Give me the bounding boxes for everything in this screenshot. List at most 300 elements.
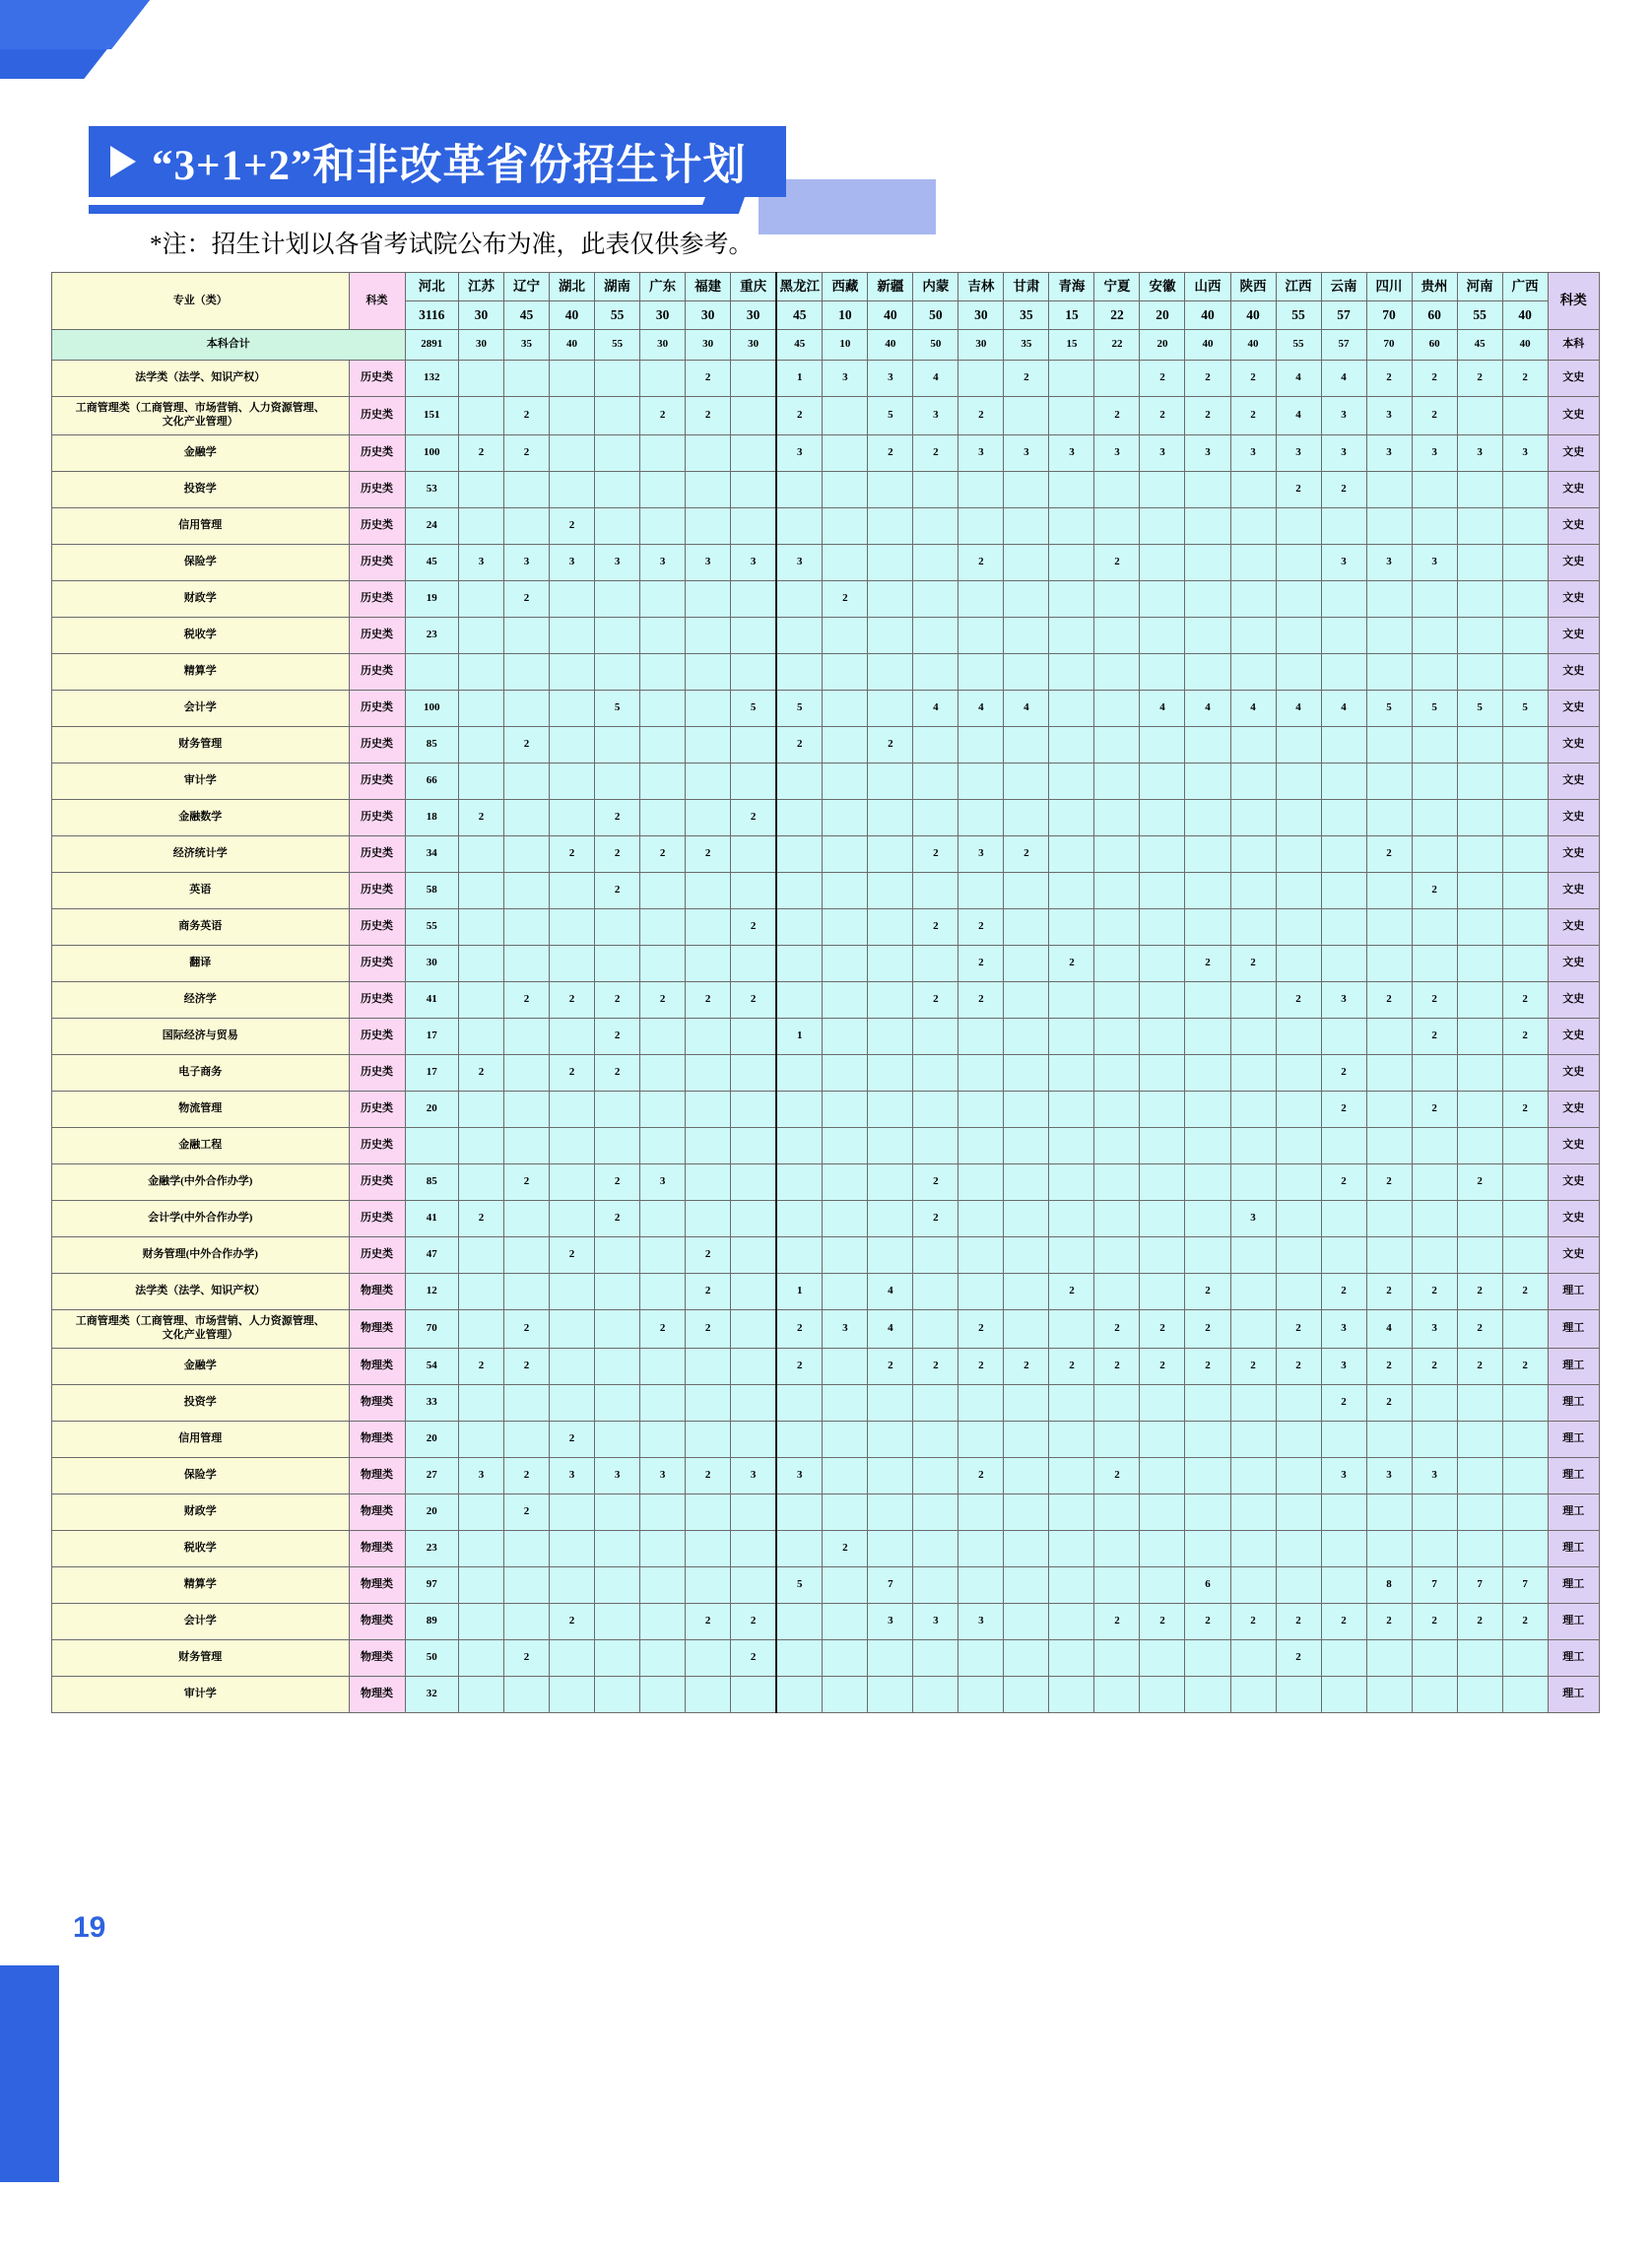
cell-湖北: 2 [550,1237,595,1274]
cell-甘肃 [1004,1237,1049,1274]
cell-山西 [1185,1055,1230,1092]
cell-重庆 [731,1274,777,1310]
cell-西藏 [823,873,868,909]
cell-重庆 [731,1422,777,1458]
cell-内蒙: 3 [913,1604,958,1640]
cell-重庆 [731,397,777,435]
cell-吉林 [958,1055,1004,1092]
cell-辽宁 [504,1092,550,1128]
cell-内蒙: 50 [913,330,958,361]
cell-湖南 [595,581,640,618]
table-row [52,361,1600,397]
cell-河南: 2 [1457,1604,1502,1640]
cell-甘肃 [1004,1055,1049,1092]
table-row [52,727,1600,763]
cell-江苏 [459,654,504,691]
header-province-安徽: 安徽 [1140,273,1185,301]
decorative-corner-top-left [0,0,158,89]
cell-广东 [640,1640,686,1677]
major-name: 财务管理 [52,1640,350,1677]
cell-宁夏 [1094,1055,1140,1092]
kelei-right-value: 理工 [1548,1604,1599,1640]
cell-贵州: 2 [1412,397,1457,435]
cell-江苏: 30 [459,330,504,361]
cell-黑龙江 [776,873,823,909]
cell-新疆 [868,909,913,946]
cell-重庆 [731,435,777,472]
cell-河北: 54 [405,1349,459,1385]
kelei-value: 物理类 [349,1385,405,1422]
cell-西藏 [823,1128,868,1164]
cell-广东 [640,361,686,397]
cell-吉林 [958,800,1004,836]
cell-福建 [686,1164,731,1201]
cell-湖南: 2 [595,800,640,836]
table-row [52,1128,1600,1164]
cell-云南 [1321,1201,1366,1237]
table-row [52,1422,1600,1458]
cell-内蒙 [913,1310,958,1349]
cell-新疆 [868,1385,913,1422]
cell-新疆 [868,1019,913,1055]
cell-湖南 [595,763,640,800]
cell-安徽: 2 [1140,397,1185,435]
cell-广东 [640,1237,686,1274]
cell-宁夏 [1094,1201,1140,1237]
cell-陕西 [1230,1494,1276,1531]
cell-山西: 2 [1185,1349,1230,1385]
kelei-value: 物理类 [349,1458,405,1494]
cell-广西: 7 [1502,1567,1548,1604]
cell-河北: 100 [405,435,459,472]
table-row [52,1567,1600,1604]
cell-甘肃 [1004,1604,1049,1640]
cell-甘肃: 2 [1004,836,1049,873]
cell-广西: 2 [1502,982,1548,1019]
cell-重庆 [731,1385,777,1422]
cell-福建 [686,1092,731,1128]
cell-新疆 [868,763,913,800]
cell-山西 [1185,1531,1230,1567]
kelei-right-value: 文史 [1548,946,1599,982]
cell-云南 [1321,763,1366,800]
cell-广西 [1502,1164,1548,1201]
cell-西藏 [823,545,868,581]
cell-辽宁 [504,1055,550,1092]
cell-青海 [1049,982,1094,1019]
header-province-辽宁: 辽宁 [504,273,550,301]
cell-湖南 [595,397,640,435]
cell-宁夏 [1094,1128,1140,1164]
cell-江苏 [459,1237,504,1274]
major-name: 精算学 [52,1567,350,1604]
cell-河南: 2 [1457,1274,1502,1310]
header-major: 专业（类） [52,273,350,330]
cell-安徽 [1140,800,1185,836]
cell-重庆: 2 [731,1640,777,1677]
cell-云南: 57 [1321,330,1366,361]
cell-甘肃 [1004,508,1049,545]
cell-内蒙 [913,1055,958,1092]
cell-四川: 2 [1366,982,1412,1019]
cell-重庆 [731,508,777,545]
cell-江西: 55 [1276,301,1321,330]
cell-福建: 2 [686,397,731,435]
cell-甘肃: 4 [1004,691,1049,727]
cell-云南 [1321,581,1366,618]
cell-黑龙江 [776,581,823,618]
cell-湖南 [595,1092,640,1128]
cell-江西 [1276,545,1321,581]
cell-新疆: 3 [868,361,913,397]
cell-山西 [1185,727,1230,763]
table-row [52,1201,1600,1237]
cell-河北: 50 [405,1640,459,1677]
cell-四川: 8 [1366,1567,1412,1604]
cell-河南: 2 [1457,1349,1502,1385]
cell-福建 [686,1019,731,1055]
kelei-value: 物理类 [349,1604,405,1640]
cell-河北: 47 [405,1237,459,1274]
cell-宁夏 [1094,1677,1140,1713]
cell-云南 [1321,727,1366,763]
cell-青海 [1049,800,1094,836]
cell-河北: 34 [405,836,459,873]
cell-贵州: 7 [1412,1567,1457,1604]
kelei-right-value: 文史 [1548,909,1599,946]
cell-贵州 [1412,618,1457,654]
cell-吉林: 3 [958,435,1004,472]
kelei-value: 历史类 [349,836,405,873]
cell-贵州 [1412,727,1457,763]
cell-河北: 41 [405,982,459,1019]
cell-黑龙江 [776,836,823,873]
cell-西藏 [823,1237,868,1274]
cell-黑龙江 [776,1055,823,1092]
kelei-right-value: 文史 [1548,508,1599,545]
cell-河北: 58 [405,873,459,909]
cell-宁夏 [1094,508,1140,545]
cell-福建 [686,691,731,727]
cell-山西: 4 [1185,691,1230,727]
table-row [52,397,1600,435]
cell-四川: 5 [1366,691,1412,727]
cell-江西: 4 [1276,691,1321,727]
cell-云南 [1321,1128,1366,1164]
cell-西藏 [823,909,868,946]
cell-辽宁 [504,1274,550,1310]
cell-甘肃 [1004,763,1049,800]
cell-青海 [1049,1019,1094,1055]
cell-吉林 [958,873,1004,909]
cell-陕西 [1230,800,1276,836]
cell-云南 [1321,873,1366,909]
cell-贵州: 2 [1412,1604,1457,1640]
cell-新疆 [868,1092,913,1128]
kelei-right-value: 文史 [1548,397,1599,435]
cell-青海 [1049,727,1094,763]
cell-江西 [1276,508,1321,545]
cell-湖南 [595,361,640,397]
admission-plan-table [51,272,1600,1713]
cell-青海: 3 [1049,435,1094,472]
kelei-value: 物理类 [349,1349,405,1385]
cell-四川: 70 [1366,301,1412,330]
cell-江西: 2 [1276,1640,1321,1677]
cell-安徽 [1140,508,1185,545]
cell-内蒙 [913,654,958,691]
kelei-value: 物理类 [349,1531,405,1567]
cell-安徽 [1140,1567,1185,1604]
cell-云南 [1321,654,1366,691]
header-province-江苏: 江苏 [459,273,504,301]
cell-辽宁 [504,763,550,800]
cell-重庆: 2 [731,909,777,946]
cell-山西 [1185,909,1230,946]
cell-贵州 [1412,1055,1457,1092]
cell-河南: 55 [1457,301,1502,330]
major-name: 金融学(中外合作办学) [52,1164,350,1201]
table-row [52,691,1600,727]
cell-贵州: 3 [1412,435,1457,472]
cell-河北: 23 [405,1531,459,1567]
table-row [52,1677,1600,1713]
cell-黑龙江 [776,618,823,654]
cell-广西 [1502,1494,1548,1531]
cell-云南: 4 [1321,691,1366,727]
cell-重庆 [731,654,777,691]
cell-湖南 [595,1422,640,1458]
cell-贵州: 2 [1412,1092,1457,1128]
cell-云南: 2 [1321,1385,1366,1422]
cell-河南 [1457,909,1502,946]
cell-江苏 [459,1567,504,1604]
cell-四川 [1366,654,1412,691]
cell-河北: 132 [405,361,459,397]
major-name: 信用管理 [52,1422,350,1458]
cell-贵州 [1412,909,1457,946]
cell-湖北 [550,654,595,691]
header-province-河北: 河北 [405,273,459,301]
cell-辽宁: 35 [504,330,550,361]
cell-广东: 30 [640,330,686,361]
cell-黑龙江 [776,1128,823,1164]
cell-广东 [640,1128,686,1164]
cell-新疆: 2 [868,727,913,763]
cell-重庆: 30 [731,301,777,330]
cell-宁夏: 3 [1094,435,1140,472]
cell-陕西 [1230,1092,1276,1128]
cell-辽宁 [504,1128,550,1164]
header-province-重庆: 重庆 [731,273,777,301]
cell-重庆 [731,1349,777,1385]
cell-宁夏 [1094,763,1140,800]
kelei-value: 历史类 [349,581,405,618]
cell-湖南 [595,1349,640,1385]
cell-贵州 [1412,763,1457,800]
cell-黑龙江: 3 [776,1458,823,1494]
cell-辽宁: 2 [504,581,550,618]
cell-辽宁 [504,1531,550,1567]
table-row [52,654,1600,691]
cell-河北 [405,654,459,691]
cell-四川: 4 [1366,1310,1412,1349]
cell-广东: 2 [640,982,686,1019]
cell-江苏 [459,1164,504,1201]
cell-西藏 [823,1640,868,1677]
header-province-山西: 山西 [1185,273,1230,301]
cell-湖南 [595,1385,640,1422]
cell-重庆 [731,836,777,873]
cell-山西 [1185,581,1230,618]
cell-西藏 [823,1092,868,1128]
kelei-value: 历史类 [349,508,405,545]
cell-广东 [640,618,686,654]
cell-新疆 [868,1237,913,1274]
cell-西藏: 3 [823,1310,868,1349]
kelei-right-value: 文史 [1548,472,1599,508]
cell-甘肃 [1004,1164,1049,1201]
cell-重庆 [731,618,777,654]
cell-贵州 [1412,508,1457,545]
cell-广东: 3 [640,545,686,581]
cell-吉林: 3 [958,1604,1004,1640]
cell-新疆 [868,1458,913,1494]
cell-福建 [686,1494,731,1531]
cell-安徽 [1140,545,1185,581]
cell-安徽: 2 [1140,361,1185,397]
cell-江西 [1276,1128,1321,1164]
cell-福建 [686,1055,731,1092]
cell-陕西 [1230,1422,1276,1458]
cell-陕西 [1230,1531,1276,1567]
cell-西藏 [823,1274,868,1310]
cell-西藏 [823,1422,868,1458]
major-name: 审计学 [52,1677,350,1713]
cell-四川 [1366,508,1412,545]
cell-四川 [1366,873,1412,909]
cell-黑龙江: 5 [776,1567,823,1604]
cell-黑龙江 [776,1640,823,1677]
cell-安徽 [1140,873,1185,909]
cell-青海 [1049,1092,1094,1128]
cell-黑龙江 [776,1531,823,1567]
cell-宁夏 [1094,581,1140,618]
cell-安徽 [1140,1237,1185,1274]
cell-湖南: 5 [595,691,640,727]
cell-江西 [1276,1164,1321,1201]
cell-山西 [1185,545,1230,581]
cell-云南 [1321,1237,1366,1274]
cell-宁夏: 2 [1094,397,1140,435]
cell-江西 [1276,654,1321,691]
cell-福建: 2 [686,1458,731,1494]
header-province-甘肃: 甘肃 [1004,273,1049,301]
cell-甘肃 [1004,1677,1049,1713]
cell-河南 [1457,800,1502,836]
cell-内蒙 [913,1019,958,1055]
cell-四川 [1366,800,1412,836]
major-name: 会计学 [52,1604,350,1640]
header-province-新疆: 新疆 [868,273,913,301]
cell-内蒙 [913,1092,958,1128]
cell-陕西 [1230,1055,1276,1092]
cell-广西 [1502,397,1548,435]
cell-吉林 [958,1422,1004,1458]
cell-江苏: 30 [459,301,504,330]
cell-湖南 [595,1640,640,1677]
cell-宁夏 [1094,1019,1140,1055]
major-name: 投资学 [52,472,350,508]
cell-广西 [1502,1640,1548,1677]
cell-广东 [640,727,686,763]
major-name: 法学类（法学、知识产权） [52,361,350,397]
cell-甘肃 [1004,1201,1049,1237]
major-name: 法学类（法学、知识产权） [52,1274,350,1310]
cell-安徽 [1140,1019,1185,1055]
cell-福建 [686,1567,731,1604]
cell-黑龙江: 2 [776,1349,823,1385]
table-row [52,800,1600,836]
cell-广西 [1502,836,1548,873]
cell-新疆: 5 [868,397,913,435]
cell-陕西 [1230,982,1276,1019]
cell-山西: 2 [1185,1310,1230,1349]
cell-黑龙江: 2 [776,1310,823,1349]
cell-江苏 [459,508,504,545]
cell-甘肃 [1004,1640,1049,1677]
cell-河南 [1457,618,1502,654]
cell-湖北 [550,361,595,397]
cell-宁夏: 2 [1094,1604,1140,1640]
cell-江苏 [459,946,504,982]
cell-湖北 [550,581,595,618]
cell-湖南: 2 [595,982,640,1019]
cell-湖北 [550,727,595,763]
cell-江西 [1276,1019,1321,1055]
cell-湖北 [550,1494,595,1531]
cell-陕西: 40 [1230,301,1276,330]
cell-内蒙: 2 [913,1164,958,1201]
table-row [52,581,1600,618]
table-row [52,1494,1600,1531]
cell-四川: 3 [1366,397,1412,435]
cell-广东 [640,873,686,909]
cell-新疆: 2 [868,435,913,472]
cell-吉林: 2 [958,909,1004,946]
cell-山西 [1185,1128,1230,1164]
cell-福建 [686,1531,731,1567]
cell-陕西 [1230,1385,1276,1422]
cell-河北: 97 [405,1567,459,1604]
cell-山西 [1185,1237,1230,1274]
kelei-right-value: 理工 [1548,1422,1599,1458]
cell-河北: 85 [405,727,459,763]
cell-吉林: 3 [958,836,1004,873]
cell-江西 [1276,1055,1321,1092]
cell-黑龙江: 1 [776,1019,823,1055]
cell-广东 [640,1019,686,1055]
cell-山西: 40 [1185,301,1230,330]
cell-吉林: 30 [958,301,1004,330]
kelei-value: 历史类 [349,435,405,472]
cell-广西 [1502,1458,1548,1494]
cell-四川: 3 [1366,435,1412,472]
cell-内蒙: 2 [913,836,958,873]
cell-云南 [1321,800,1366,836]
cell-山西: 6 [1185,1567,1230,1604]
cell-安徽 [1140,581,1185,618]
